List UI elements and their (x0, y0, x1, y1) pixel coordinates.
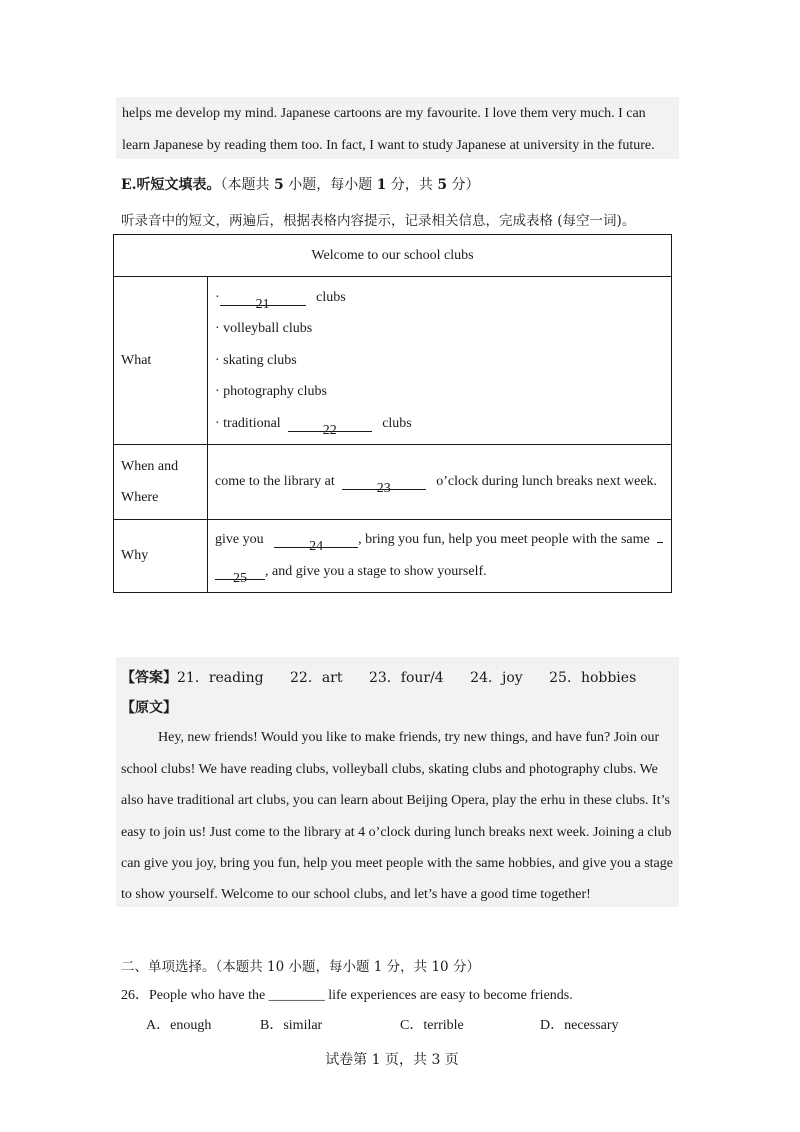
section-e-note-prefix: （本题共 (220, 177, 270, 193)
when-content (208, 445, 672, 520)
club-item-5-suffix: clubs (382, 415, 412, 431)
clubs-table (113, 234, 672, 593)
passage-line-2: learn Japanese by reading them too. In fact, I want to study Japanese at university in the future. (122, 138, 655, 153)
blank-23 (342, 475, 426, 496)
section-e-points: 1 (376, 177, 387, 193)
what-label: What (114, 277, 208, 445)
original-label: 【原文】 (121, 700, 177, 716)
section-e-instruction: 听录音中的短文，两遍后，根据表格内容提示，记录相关信息，完成表格 (每空一词)。 (121, 213, 636, 229)
why-prefix: give you (215, 532, 264, 547)
when-prefix: come to the library at (215, 474, 335, 489)
option-a[interactable]: A．enough (146, 1018, 212, 1033)
question-26: 26．People who have the ________ life experiences are easy to become friends. (121, 988, 573, 1003)
bullet: · (215, 289, 220, 305)
section-e-title: 听短文填表。 (136, 177, 221, 193)
what-items (208, 277, 672, 445)
section-e-note-mid2: 分，共 (390, 177, 433, 193)
section-e-note-suffix: 分） (451, 177, 480, 193)
original-line-6: to show yourself. Welcome to our school clubs, and let’s have a good time together! (121, 887, 591, 902)
blank-24 (274, 533, 358, 554)
section-e-note-mid1: 小题，每小题 (288, 177, 373, 193)
answer-25: 25．hobbies (549, 670, 637, 686)
blank-21-number: 21 (255, 296, 270, 312)
why-label: Why (114, 520, 208, 593)
club-item-4: · photography clubs (215, 384, 327, 400)
why-line-2 (215, 556, 671, 588)
passage-line-1: helps me develop my mind. Japanese cartoons are my favourite. I love them very much. I can (122, 106, 646, 121)
section-e-label: E. (121, 177, 137, 193)
why-suffix: , and give you a stage to show yourself. (265, 564, 487, 579)
section-e-count: 5 (274, 177, 284, 193)
why-mid: , bring you fun, help you meet people with the same (358, 532, 650, 547)
when-suffix: o’clock during lunch breaks next week. (436, 474, 658, 489)
section-e-total: 5 (437, 177, 448, 193)
when-label (114, 445, 208, 520)
club-item-3: · skating clubs (215, 352, 297, 368)
blank-22 (288, 417, 372, 438)
blank-22-number: 22 (322, 422, 337, 438)
page-footer: 试卷第 1 页，共 3 页 (325, 1052, 459, 1068)
option-b[interactable]: B．similar (260, 1018, 323, 1033)
original-line-1: Hey, new friends! Would you like to make friends, try new things, and have fun? Join our (158, 730, 660, 745)
why-content (208, 520, 672, 593)
when-label-line-1: When and (121, 459, 179, 474)
blank-24-number: 24 (309, 539, 324, 554)
blank-25-number: 25 (233, 571, 247, 586)
club-item-1 (215, 282, 671, 314)
club-item-2: · volleyball clubs (215, 321, 313, 337)
blank-25-start (657, 542, 663, 543)
blank-25 (215, 565, 265, 586)
table-title: Welcome to our school clubs (114, 235, 672, 277)
original-line-2: school clubs! We have reading clubs, volleyball clubs, skating clubs and photography clubs. We (121, 762, 658, 777)
answer-label: 【答案】 (121, 670, 177, 686)
section-e-heading (121, 174, 480, 194)
answer-24: 24．joy (470, 670, 523, 686)
section-2-heading: 二、单项选择。（本题共 10 小题，每小题 1 分，共 10 分） (121, 959, 480, 975)
original-line-4: easy to join us! Just come to the library at 4 o’clock during lunch breaks next week. Joining a club (121, 825, 672, 840)
club-item-5 (215, 408, 671, 440)
club-item-5-prefix: · traditional (215, 415, 281, 431)
option-d[interactable]: D．necessary (540, 1018, 619, 1033)
answer-23: 23．four/4 (368, 670, 444, 686)
original-line-5: can give you joy, bring you fun, help you meet people with the same hobbies, and give you a stage (121, 856, 673, 871)
option-c[interactable]: C．terrible (400, 1018, 464, 1033)
blank-21 (220, 291, 306, 312)
why-line-1 (215, 524, 671, 556)
club-item-1-suffix: clubs (316, 289, 346, 305)
blank-23-number: 23 (376, 481, 391, 496)
answer-21: 21．reading (177, 670, 264, 686)
original-line-3: also have traditional art clubs, you can learn about Beijing Opera, play the erhu in these clubs. It’s (121, 793, 670, 808)
answer-22: 22．art (290, 670, 343, 686)
answer-line (121, 667, 636, 687)
when-label-line-2: Where (121, 490, 159, 505)
